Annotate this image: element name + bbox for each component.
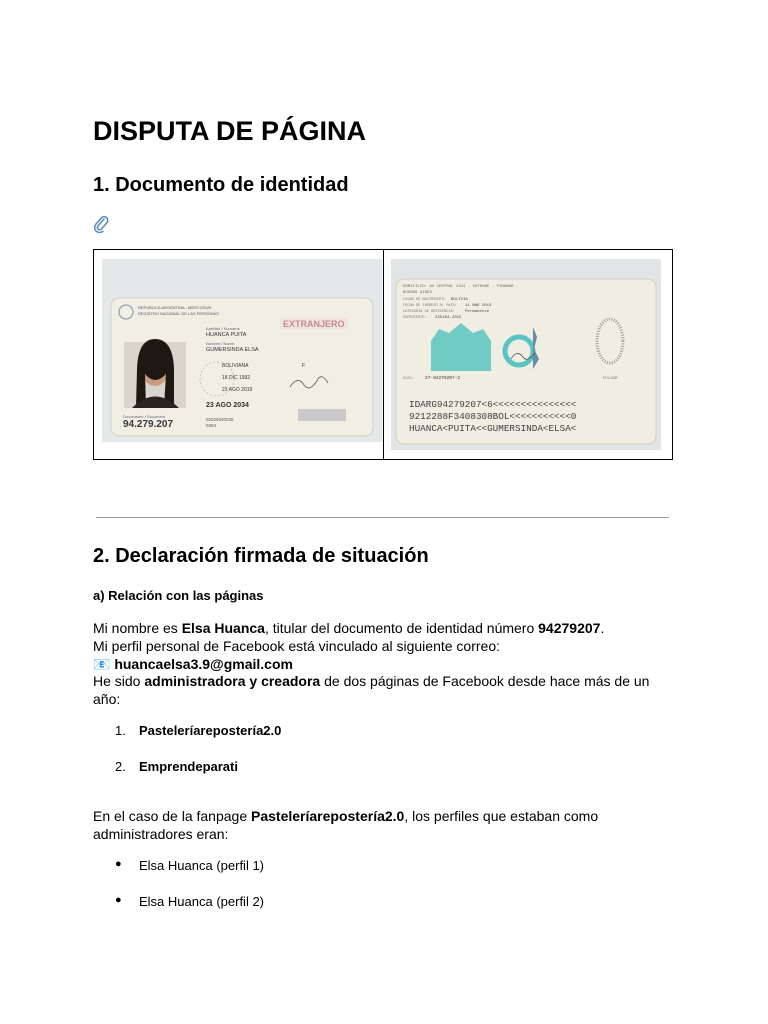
id-front-tramite: 02029340038 bbox=[206, 417, 234, 422]
id-front-name-label: Nombre / Name bbox=[206, 341, 235, 346]
id-front-name: GUMERSINDA ELSA bbox=[206, 347, 259, 353]
doc-number: 94279207 bbox=[538, 620, 601, 636]
id-front-issue: 23 AGO 2019 bbox=[222, 387, 253, 393]
id-back-mrz-line3: HUANCA<PUITA<<GUMERSINDA<ELSA< bbox=[409, 423, 577, 434]
id-front-birth: 18 DIC 1992 bbox=[222, 375, 251, 381]
facebook-profile-line: Mi perfil personal de Facebook está vinculado al siguiente correo: bbox=[93, 638, 501, 654]
id-back-birthplace-label: LUGAR DE NACIMIENTO: bbox=[403, 298, 447, 302]
id-front-sex: F bbox=[302, 363, 306, 369]
table-divider bbox=[383, 250, 384, 459]
fanpage-line: En el caso de la fanpage Pasteleríarepostería2.0, los perfiles que estaban como bbox=[93, 808, 599, 824]
bullet-icon: ● bbox=[115, 858, 122, 870]
section-declaration-heading: 2. Declaración firmada de situación bbox=[93, 545, 429, 567]
section-identity-heading: 1. Documento de identidad bbox=[93, 174, 349, 196]
relationship-subheading: a) Relación con las páginas bbox=[93, 588, 264, 603]
id-back-birthplace: BOLIVIA bbox=[451, 298, 468, 302]
id-front-country1: REPUBLICA ARGENTINA - MERCOSUR bbox=[138, 305, 212, 310]
id-document-table bbox=[93, 249, 673, 460]
id-back-entry-label: FECHA DE INGRESO AL PAIS: bbox=[403, 304, 457, 308]
email-address[interactable]: huancaelsa3.9@gmail.com bbox=[114, 656, 293, 672]
id-front-badge: EXTRANJERO bbox=[283, 319, 345, 329]
id-back-entry: 11 MAR 2013 bbox=[465, 304, 492, 308]
fanpage-line-cont: administradores eran: bbox=[93, 826, 229, 842]
admin-item: Elsa Huanca (perfil 2) bbox=[139, 894, 264, 909]
id-front-expiry: 23 AGO 2034 bbox=[206, 402, 249, 409]
paperclip-icon[interactable] bbox=[93, 215, 109, 238]
id-card-front-image[interactable] bbox=[102, 259, 382, 442]
id-back-address1: DOMICILIO: AV CENTRAL 1341 - OSTENDE - PINAMAR - bbox=[403, 285, 519, 289]
admin-line-cont: año: bbox=[93, 691, 121, 707]
id-front-doc-number: 94.279.207 bbox=[123, 419, 174, 430]
id-front-ejemplar: 0284 bbox=[206, 423, 217, 428]
email-line bbox=[93, 655, 293, 673]
id-back-cuil: 27-94279207-2 bbox=[425, 376, 461, 381]
id-card-back-image[interactable] bbox=[391, 259, 661, 450]
id-front-doc-label: Documento / Document bbox=[123, 414, 166, 419]
section-divider bbox=[96, 517, 669, 518]
page-item-pasteleria: Pasteleríarepostería2.0 bbox=[139, 723, 282, 738]
id-front-surname: HUANCA PUITA bbox=[206, 332, 247, 338]
id-back-expediente: 235184-2015 bbox=[435, 316, 462, 320]
page-item-emprendeparati: Emprendeparati bbox=[139, 759, 238, 774]
id-back-mrz-line2: 9212288F3408308BOL<<<<<<<<<<<0 bbox=[409, 411, 577, 422]
id-back-category: Permanente bbox=[465, 310, 490, 314]
id-front-country2: REGISTRO NACIONAL DE LAS PERSONAS bbox=[138, 311, 219, 316]
page-list-number: 2. bbox=[115, 759, 126, 774]
admin-line: He sido administradora y creadora de dos páginas de Facebook desde hace más de un bbox=[93, 673, 650, 689]
admin-item: Elsa Huanca (perfil 1) bbox=[139, 858, 264, 873]
email-icon: 📧 bbox=[93, 656, 111, 672]
id-back-address2: BUENOS AIRES bbox=[403, 291, 432, 295]
id-back-expediente-label: EXPEDIENTE: bbox=[403, 316, 427, 320]
id-back-fingerprint-label: PULGAR bbox=[603, 377, 618, 381]
id-front-surname-label: Apellido / Surname bbox=[206, 326, 240, 331]
id-front-nationality: BOLIVIANA bbox=[222, 363, 249, 369]
id-back-category-label: CATEGORIA DE RESIDENCIA: bbox=[403, 310, 455, 314]
role-text: administradora y creadora bbox=[144, 673, 321, 689]
id-back-cuil-label: CUIL: bbox=[403, 377, 416, 381]
fanpage-name: Pasteleríarepostería2.0 bbox=[251, 808, 405, 824]
page-title: DISPUTA DE PÁGINA bbox=[93, 116, 367, 146]
owner-name: Elsa Huanca bbox=[181, 620, 265, 636]
bullet-icon: ● bbox=[115, 894, 122, 906]
id-back-mrz-line1: IDARG94279207<6<<<<<<<<<<<<<<< bbox=[409, 399, 577, 410]
page-list-number: 1. bbox=[115, 723, 126, 738]
intro-line: Mi nombre es Elsa Huanca, titular del documento de identidad número 94279207. bbox=[93, 620, 605, 636]
